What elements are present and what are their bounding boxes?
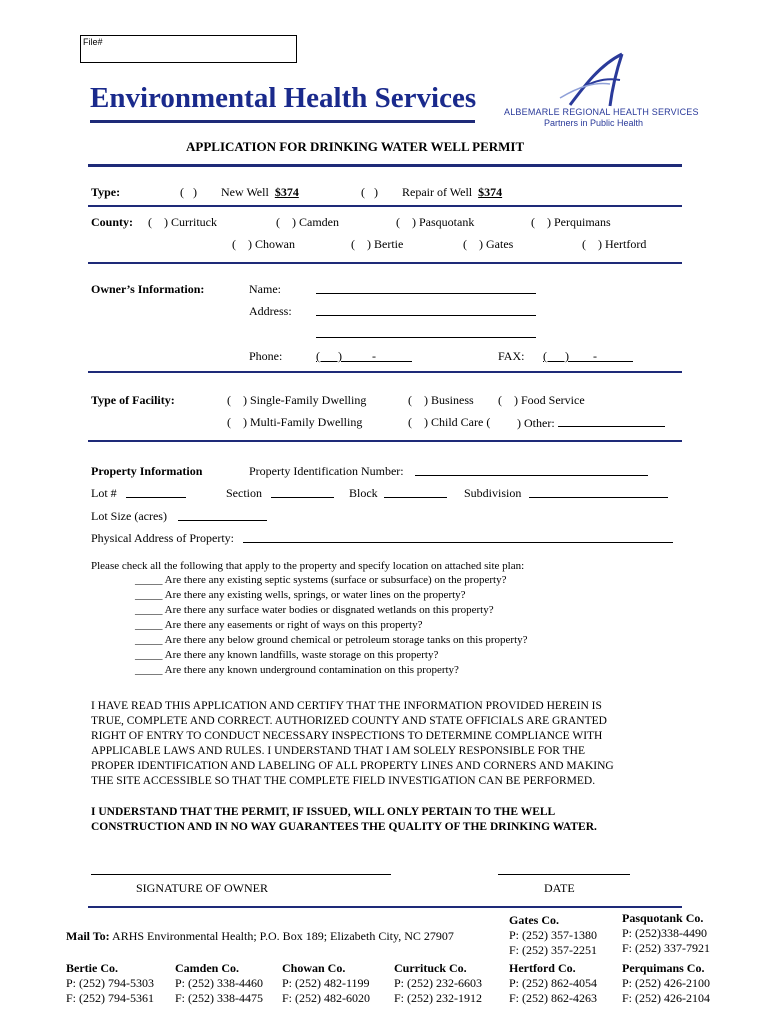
facility-option-business[interactable]: ( ) Business bbox=[408, 393, 474, 407]
office-phone: P: (252) 426-2100 bbox=[622, 976, 710, 990]
arhs-logo bbox=[500, 50, 700, 130]
owner-label: Owner’s Information: bbox=[91, 282, 205, 296]
owner-name-label: Name: bbox=[249, 282, 281, 296]
lot-size-field[interactable] bbox=[178, 509, 267, 521]
facility-text: Single-Family Dwelling bbox=[250, 393, 367, 407]
office-gates bbox=[509, 913, 597, 958]
county-option-hertford[interactable]: ( ) Hertford bbox=[582, 237, 647, 251]
office-name: Chowan Co. bbox=[282, 961, 346, 975]
checklist-blank[interactable]: _____ bbox=[135, 574, 163, 586]
checklist-blank[interactable]: _____ bbox=[135, 649, 163, 661]
owner-phone-field[interactable]: ( ) - bbox=[316, 349, 412, 363]
section-label: Section bbox=[226, 486, 262, 500]
office-phone: P: (252) 794-5303 bbox=[66, 976, 154, 990]
mail-to bbox=[66, 929, 454, 944]
checklist-item[interactable] bbox=[135, 634, 528, 649]
type-rule bbox=[88, 205, 682, 207]
office-bertie bbox=[66, 961, 154, 1006]
lot-field[interactable] bbox=[126, 486, 186, 498]
certification-text bbox=[91, 700, 614, 790]
repair-well-checkbox[interactable]: ( ) bbox=[361, 185, 378, 199]
county-name: Camden bbox=[299, 215, 339, 229]
certification-line: I HAVE READ THIS APPLICATION AND CERTIFY THAT THE INFORMATION PROVIDED HEREIN IS bbox=[91, 700, 602, 712]
file-number-label: File# bbox=[83, 37, 103, 47]
office-name: Perquimans Co. bbox=[622, 961, 705, 975]
office-fax: F: (252) 232-1912 bbox=[394, 991, 482, 1005]
date-label: DATE bbox=[544, 881, 575, 895]
county-name: Pasquotank bbox=[419, 215, 475, 229]
new-well-label bbox=[221, 185, 299, 200]
new-well-checkbox[interactable]: ( ) bbox=[180, 185, 197, 199]
repair-well-fee: $374 bbox=[478, 185, 503, 199]
checklist-item[interactable] bbox=[135, 619, 528, 634]
checklist-item[interactable] bbox=[135, 589, 528, 604]
type-label: Type: bbox=[91, 185, 121, 199]
county-name: Gates bbox=[486, 237, 514, 251]
county-option-camden[interactable]: ( ) Camden bbox=[276, 215, 339, 229]
office-chowan bbox=[282, 961, 370, 1006]
office-name: Gates Co. bbox=[509, 913, 559, 927]
certification-line: THE SITE ACCESSIBLE SO THAT THE COMPLETE FIELD INVESTIGATION CAN BE PERFORMED. bbox=[91, 775, 596, 787]
office-name: Hertford Co. bbox=[509, 961, 576, 975]
subdivision-label: Subdivision bbox=[464, 486, 522, 500]
checklist-item[interactable] bbox=[135, 604, 528, 619]
repair-well-text: Repair of Well bbox=[402, 185, 473, 199]
checklist-question: Are there any easements or right of ways on this property? bbox=[164, 619, 423, 631]
block-field[interactable] bbox=[384, 486, 447, 498]
owner-rule bbox=[88, 371, 682, 373]
facility-option-single[interactable]: ( ) Single-Family Dwelling bbox=[227, 393, 367, 407]
certification-line: PROPER IDENTIFICATION AND LABELING OF ALL PROPERTY LINES AND CORNERS AND MAKING bbox=[91, 760, 614, 772]
office-fax: F: (252) 862-4263 bbox=[509, 991, 597, 1005]
facility-text: Business bbox=[431, 393, 474, 407]
facility-option-other[interactable]: ) Other: bbox=[517, 415, 665, 431]
checklist-intro: Please check all the following that apply to the property and specify location on attached site plan: bbox=[91, 560, 525, 572]
facility-label: Type of Facility: bbox=[91, 393, 175, 407]
county-name: Bertie bbox=[374, 237, 404, 251]
owner-address-label: Address: bbox=[249, 304, 292, 318]
checklist bbox=[135, 574, 528, 679]
county-label: County: bbox=[91, 215, 134, 229]
lot-size-label: Lot Size (acres) bbox=[91, 509, 167, 523]
date-field[interactable] bbox=[498, 863, 630, 875]
property-label: Property Information bbox=[91, 464, 203, 478]
office-phone: P: (252)338-4490 bbox=[622, 926, 707, 940]
new-well-text: New Well bbox=[221, 185, 269, 199]
office-perquimans bbox=[622, 961, 710, 1006]
arhs-logo-mark bbox=[500, 50, 700, 110]
footer-rule bbox=[88, 906, 682, 908]
checklist-item[interactable] bbox=[135, 664, 528, 679]
title-rule bbox=[88, 164, 682, 167]
county-option-chowan[interactable]: ( ) Chowan bbox=[232, 237, 295, 251]
checklist-blank[interactable]: _____ bbox=[135, 634, 163, 646]
county-option-pasquotank[interactable]: ( ) Pasquotank bbox=[396, 215, 475, 229]
county-name: Hertford bbox=[605, 237, 647, 251]
county-option-bertie[interactable]: ( ) Bertie bbox=[351, 237, 404, 251]
county-name: Chowan bbox=[255, 237, 295, 251]
office-fax: F: (252) 338-4475 bbox=[175, 991, 263, 1005]
physical-address-label: Physical Address of Property: bbox=[91, 531, 234, 545]
block-label: Block bbox=[349, 486, 378, 500]
county-option-currituck[interactable]: ( ) Currituck bbox=[148, 215, 217, 229]
owner-name-field[interactable] bbox=[316, 282, 536, 294]
office-hertford bbox=[509, 961, 597, 1006]
mail-to-label: Mail To: bbox=[66, 929, 110, 943]
facility-text: Food Service bbox=[521, 393, 585, 407]
certification-line: RIGHT OF ENTRY TO CONDUCT NECESSARY INSPECTIONS TO DETERMINE COMPLIANCE WITH bbox=[91, 730, 603, 742]
section-field[interactable] bbox=[271, 486, 334, 498]
owner-signature-field[interactable] bbox=[91, 863, 391, 875]
pin-label: Property Identification Number: bbox=[249, 464, 404, 478]
office-name: Pasquotank Co. bbox=[622, 911, 704, 925]
office-name: Currituck Co. bbox=[394, 961, 467, 975]
lot-label: Lot # bbox=[91, 486, 117, 500]
checklist-question: Are there any below ground chemical or petroleum storage tanks on this property? bbox=[164, 634, 528, 646]
office-name: Camden Co. bbox=[175, 961, 240, 975]
checklist-question: Are there any existing septic systems (surface or subsurface) on the property? bbox=[164, 574, 507, 586]
office-phone: P: (252) 862-4054 bbox=[509, 976, 597, 990]
county-name: Currituck bbox=[171, 215, 217, 229]
new-well-fee: $374 bbox=[274, 185, 299, 199]
checklist-item[interactable] bbox=[135, 649, 528, 664]
checklist-question: Are there any existing wells, springs, or water lines on the property? bbox=[164, 589, 466, 601]
office-pasquotank bbox=[622, 911, 710, 956]
page-title: Environmental Health Services bbox=[90, 82, 477, 114]
office-phone: P: (252) 357-1380 bbox=[509, 928, 597, 942]
county-option-gates[interactable]: ( ) Gates bbox=[463, 237, 514, 251]
facility-text: Other: bbox=[524, 416, 555, 430]
office-currituck bbox=[394, 961, 482, 1006]
owner-address-field-2[interactable] bbox=[316, 326, 536, 338]
facility-rule bbox=[88, 440, 682, 442]
owner-fax-label: FAX: bbox=[498, 349, 525, 363]
repair-well-label bbox=[402, 185, 502, 200]
understand-text bbox=[91, 806, 597, 836]
checklist-question: Are there any known underground contamination on this property? bbox=[164, 664, 459, 676]
county-name: Perquimans bbox=[554, 215, 611, 229]
facility-text: Child Care bbox=[431, 415, 484, 429]
mail-to-address: ARHS Environmental Health; P.O. Box 189; Elizabeth City, NC 27907 bbox=[112, 929, 454, 943]
office-fax: F: (252) 426-2104 bbox=[622, 991, 710, 1005]
office-name: Bertie Co. bbox=[66, 961, 118, 975]
office-fax: F: (252) 794-5361 bbox=[66, 991, 154, 1005]
office-fax: F: (252) 482-6020 bbox=[282, 991, 370, 1005]
checklist-blank[interactable]: _____ bbox=[135, 589, 163, 601]
pin-field[interactable] bbox=[415, 464, 648, 476]
checklist-question: Are there any surface water bodies or disgnated wetlands on this property? bbox=[164, 604, 494, 616]
logo-org-name: ALBEMARLE REGIONAL HEALTH SERVICES bbox=[504, 107, 699, 117]
header-rule bbox=[90, 120, 475, 123]
checklist-blank[interactable]: _____ bbox=[135, 604, 163, 616]
office-camden bbox=[175, 961, 263, 1006]
checklist-blank[interactable]: _____ bbox=[135, 619, 163, 631]
form-title: APPLICATION FOR DRINKING WATER WELL PERMIT bbox=[186, 139, 525, 154]
certification-line: TRUE, COMPLETE AND CORRECT. AUTHORIZED COUNTY AND STATE OFFICIALS ARE GRANTED bbox=[91, 715, 607, 727]
owner-fax-field[interactable]: ( ) - bbox=[543, 349, 633, 363]
office-fax: F: (252) 357-2251 bbox=[509, 943, 597, 957]
county-option-perquimans[interactable]: ( ) Perquimans bbox=[531, 215, 611, 229]
physical-address-field[interactable] bbox=[243, 531, 673, 543]
office-fax: F: (252) 337-7921 bbox=[622, 941, 710, 955]
logo-tagline: Partners in Public Health bbox=[544, 118, 644, 128]
facility-option-childcare[interactable]: ( ) Child Care ( bbox=[408, 415, 491, 429]
file-number-box[interactable] bbox=[80, 35, 297, 63]
facility-option-food[interactable]: ( ) Food Service bbox=[498, 393, 585, 407]
facility-other-field[interactable] bbox=[558, 415, 665, 427]
facility-option-multi[interactable]: ( ) Multi-Family Dwelling bbox=[227, 415, 363, 429]
office-phone: P: (252) 338-4460 bbox=[175, 976, 263, 990]
subdivision-field[interactable] bbox=[529, 486, 668, 498]
office-phone: P: (252) 482-1199 bbox=[282, 976, 370, 990]
understand-line: I UNDERSTAND THAT THE PERMIT, IF ISSUED, WILL ONLY PERTAIN TO THE WELL bbox=[91, 806, 556, 818]
checklist-blank[interactable]: _____ bbox=[135, 664, 163, 676]
facility-text: Multi-Family Dwelling bbox=[250, 415, 363, 429]
checklist-item[interactable] bbox=[135, 574, 528, 589]
certification-line: APPLICABLE LAWS AND RULES. I UNDERSTAND THAT I AM SOLELY RESPONSIBLE FOR THE bbox=[91, 745, 585, 757]
owner-signature-label: SIGNATURE OF OWNER bbox=[136, 881, 268, 895]
office-phone: P: (252) 232-6603 bbox=[394, 976, 482, 990]
owner-address-field-1[interactable] bbox=[316, 304, 536, 316]
checklist-question: Are there any known landfills, waste storage on this property? bbox=[164, 649, 439, 661]
understand-line: CONSTRUCTION AND IN NO WAY GUARANTEES THE QUALITY OF THE DRINKING WATER. bbox=[91, 821, 597, 833]
county-rule bbox=[88, 262, 682, 264]
owner-phone-label: Phone: bbox=[249, 349, 283, 363]
